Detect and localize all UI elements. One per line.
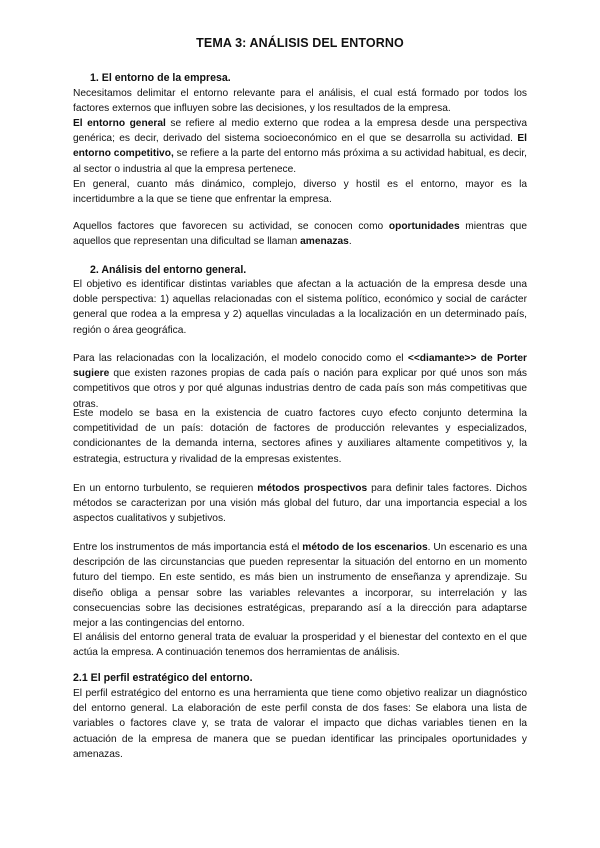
- term-metodos-prospectivos: métodos prospectivos: [257, 483, 368, 494]
- section-2-1-paragraph-1: El perfil estratégico del entorno es una herramienta que tiene como objetivo realizar un diagnóstico del entorno general. La elaboración de este perfil consta de dos fases: Se elabora una lista de variables o factores clave y, se trata de valorar el impacto que dichas variables tienen en la actuación de la empresa de manera que se puedan identificar las principales oportunidades y amenazas.: [73, 688, 527, 760]
- section-2-paragraph-4: En un entorno turbulento, se requieren métodos prospectivos para definir tales factores. Dichos métodos se caracterizan por una visión más global del futuro, dar una importancia especial a los aspectos cualitativos y subjetivos.: [73, 483, 527, 525]
- page-title: TEMA 3: ANÁLISIS DEL ENTORNO: [196, 36, 404, 50]
- section-2-heading: 2. Análisis del entorno general.: [90, 264, 247, 276]
- section-2-1-heading: 2.1 El perfil estratégico del entorno.: [73, 672, 253, 684]
- term-entorno-competitivo: El entorno competitivo,: [73, 133, 527, 160]
- section-1-paragraph-4: Aquellos factores que favorecen su actividad, se conocen como oportunidades mientras que aquellos que representan una dificultad se llaman amenazas.: [73, 221, 527, 248]
- term-entorno-general: El entorno general: [73, 118, 166, 129]
- section-2-paragraph-1: El objetivo es identificar distintas variables que afectan a la actuación de la empresa desde una doble perspectiva: 1) aquellas relacionadas con el sistema político, económico y social de carácter general que rodea a la empresa y 2) aquellas vinculadas a la localización en un determinado país, región o área geográfica.: [73, 279, 527, 336]
- section-2-paragraph-5: Entre los instrumentos de más importancia está el método de los escenarios. Un escenario es una descripción de las circunstancias que pueden representar la situación del entorno en un momento futuro del tiempo. En este sentido, es más bien un instrumento de enseñanza y aprendizaje. Su diseño obliga a pensar sobre las variables relevantes a incorporar, su interrelación y las consecuencias sobre las decisiones estratégicas, preparando así a la dirección para adaptarse mejor a las contingencias del entorno.: [73, 542, 527, 630]
- term-diamante-porter: <<diamante>> de Porter sugiere: [73, 353, 527, 380]
- section-1-paragraph-3: En general, cuanto más dinámico, complejo, diverso y hostil es el entorno, mayor es la incertidumbre a la que se tiene que enfrentar la empresa.: [73, 179, 527, 206]
- section-1-heading: 1. El entorno de la empresa.: [90, 72, 231, 84]
- section-1-paragraph-2: El entorno general se refiere al medio externo que rodea a la empresa desde una perspectiva genérica; es decir, derivado del sistema socioeconómico en el que se desarrolla su actividad. El entorno competitivo, se refiere a la parte del entorno más próxima a su actividad habitual, es decir, al sector o industria al que la empresa pertenece.: [73, 118, 527, 175]
- section-2-paragraph-2: Para las relacionadas con la localización, el modelo conocido como el <<diamante>> de Porter sugiere que existen razones propias de cada país o nación para explicar por qué unos son más competitivos que otros y por qué algunas industrias dentro de cada país son más competitivas que otras.: [73, 353, 527, 410]
- term-oportunidades: oportunidades: [388, 221, 460, 232]
- section-2-paragraph-6: El análisis del entorno general trata de evaluar la prosperidad y el bienestar del contexto en el que actúa la empresa. A continuación tenemos dos herramientas de análisis.: [73, 632, 527, 659]
- term-metodo-escenarios: método de los escenarios: [302, 542, 428, 553]
- term-amenazas: amenazas: [300, 236, 349, 248]
- section-1-paragraph-1: Necesitamos delimitar el entorno relevante para el análisis, el cual está formado por todos los factores externos que influyen sobre las decisiones, y los resultados de la empresa.: [73, 88, 527, 115]
- section-2-paragraph-3: Este modelo se basa en la existencia de cuatro factores cuyo efecto conjunto determina la competitividad de un país: dotación de factores de producción relevantes y especializados, condicionantes de la demanda interna, sectores afines y auxiliares altamente competitivos y, la estrategia, estructura y rivalidad de la empresas existentes.: [73, 408, 527, 465]
